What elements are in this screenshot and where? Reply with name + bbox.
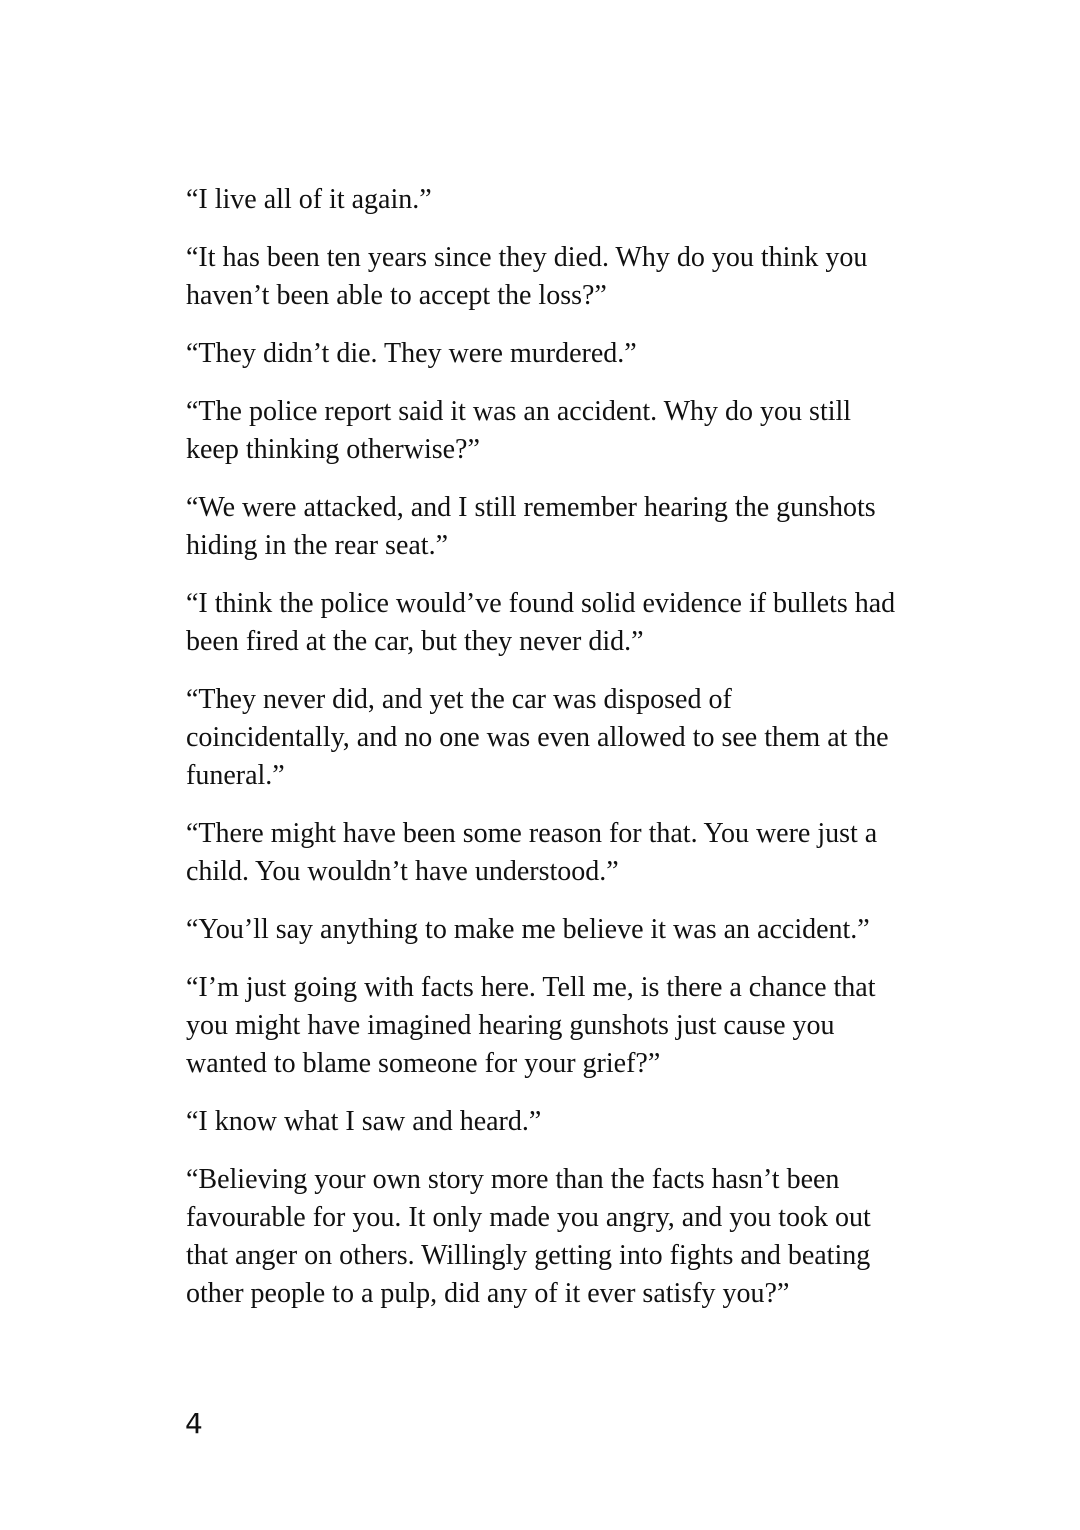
paragraph-11: “I know what I saw and heard.” (186, 1106, 542, 1137)
paragraph-12: “Believing your own story more than the facts hasn’t been favourable for you. It only made you angry, and you took out that anger on others. Willingly getting into fights and beating other people to a pulp, did any of it ever satisfy you?” (186, 1164, 871, 1309)
paragraph-8: “There might have been some reason for that. You were just a child. You wouldn’t have understood.” (186, 818, 878, 887)
page-number: 4 (185, 1407, 203, 1440)
paragraph-3: “They didn’t die. They were murdered.” (186, 338, 637, 369)
paragraph-9: “You’ll say anything to make me believe it was an accident.” (186, 914, 870, 945)
paragraph-1: “I live all of it again.” (186, 184, 432, 215)
paragraph-6: “I think the police would’ve found solid evidence if bullets had been fired at the car, but they never did.” (186, 588, 896, 657)
paragraph-10: “I’m just going with facts here. Tell me, is there a chance that you might have imagined hearing gunshots just cause you wanted to blame someone for your grief?” (186, 972, 876, 1079)
paragraph-2: “It has been ten years since they died. Why do you think you haven’t been able to accept the loss?” (186, 242, 868, 311)
dialogue-text-block (186, 181, 898, 1333)
paragraph-4: “The police report said it was an accident. Why do you still keep thinking otherwise?” (186, 396, 852, 465)
paragraph-5: “We were attacked, and I still remember hearing the gunshots hiding in the rear seat.” (186, 492, 876, 561)
paragraph-7: “They never did, and yet the car was disposed of coincidentally, and no one was even allowed to see them at the funeral.” (186, 684, 889, 791)
